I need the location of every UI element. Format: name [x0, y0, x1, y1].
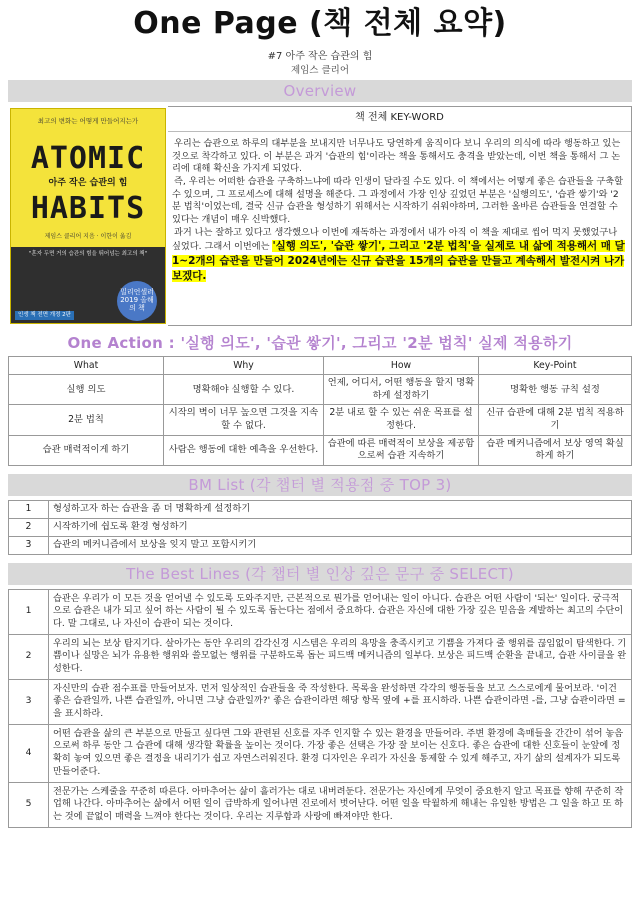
- overview-paragraph-3-text: 과거 나는 잘하고 있다고 생각했으나 이번에 재독하는 과정에서 내가 아직 이 책을 제대로 씹어 먹지 못했었구나 싶었다. 그래서 이번에는: [172, 226, 618, 253]
- table-cell: 언제, 어디서, 어떤 행동을 할지 명확하게 설정하기: [324, 375, 479, 405]
- overview-paragraph-3: [172, 227, 627, 284]
- table-cell: 시작의 벽이 너무 높으면 그것을 지속할 수 없다.: [164, 405, 324, 435]
- list-item: [9, 536, 632, 554]
- best-line-text: 자신만의 습관 점수표를 만들어보자. 먼저 일상적인 습관들을 죽 작성한다. 목록을 완성하면 각각의 행동들을 보고 스스로에게 물어보라. '이건 좋은 습관일까, 나쁜 습관일까, 아니면 그냥 습관일까?' 좋은 습관이라면 해당 항목 옆에 +를 표시하라. 나쁜 습관이라면 -를, 그냥 습관이라면 =을 표시하라.: [49, 679, 632, 724]
- cover-title-top: ATOMIC: [30, 141, 146, 177]
- table-cell: 2분 내로 할 수 있는 쉬운 목표를 설정한다.: [324, 405, 479, 435]
- list-item: [9, 518, 632, 536]
- table-cell: 습관 매력적이게 하기: [9, 435, 164, 465]
- table-cell: 신규 습관에 대해 2분 법칙 적용하기: [479, 405, 632, 435]
- table-cell: 명확해야 실행할 수 있다.: [164, 375, 324, 405]
- overview-paragraph-1: 우리는 습관으로 하루의 대부분을 보내지만 너무나도 당연하게 움직이다 보니 우리의 의식에 따라 행동하고 있는 것으로 착각하고 있다. 이 부분은 과거 '습관의 힘'이라는 책을 통해서도 충격을 받았는데, 이번 책을 통해서 그 논리에 대해 확신을 가지게 되었다.: [172, 137, 621, 175]
- best-line-number: 2: [9, 634, 49, 679]
- table-row: [9, 435, 632, 465]
- column-header: How: [324, 357, 479, 375]
- best-lines-table: [8, 589, 632, 828]
- list-item-number: 3: [9, 536, 49, 554]
- column-header: Key-Point: [479, 357, 632, 375]
- best-line-number: 3: [9, 679, 49, 724]
- list-item: [9, 589, 632, 634]
- table-row: [9, 405, 632, 435]
- best-line-text: 습관은 우리가 이 모든 것을 얻어낼 수 있도록 도와주지만, 근본적으로 뭔가를 얻어내는 일이 아니다. 습관은 어떤 사람이 '되는' 일이다. 궁극적으로 습관은 내가 되고 싶어 하는 사람이 될 수 있도록 돕는다는 점에서 중요하다. 습관은 자신에 대한 가장 깊은 믿음을 계발하는 최고의 수단이다. 말 그대로, 나 자신이 습관이 되는 것이다.: [49, 589, 632, 634]
- cover-title-korean: 아주 작은 습관의 힘: [48, 178, 128, 189]
- list-item-number: 2: [9, 518, 49, 536]
- best-line-number: 1: [9, 589, 49, 634]
- cover-badge: 밀리언셀러 2019 올해의 책: [117, 281, 157, 321]
- list-item: [9, 782, 632, 827]
- column-header: What: [9, 357, 164, 375]
- column-header: Why: [164, 357, 324, 375]
- one-action-table: [8, 356, 632, 465]
- overview-section-title: Overview: [8, 80, 632, 102]
- table-cell: 2분 법칙: [9, 405, 164, 435]
- best-lines-section-title: The Best Lines (각 챕터 별 인상 깊은 문구 중 SELECT): [8, 563, 632, 585]
- table-cell: 습관에 따른 매력적이 보상을 제공함으로써 습관 지속하기: [324, 435, 479, 465]
- list-item: [9, 500, 632, 518]
- list-item: [9, 634, 632, 679]
- book-cover: [8, 106, 168, 326]
- best-line-text: 어떤 습관을 삶의 큰 부분으로 만들고 싶다면 그와 관련된 신호를 자주 인지할 수 있는 환경을 만들어라. 주변 환경에 촉매들을 간간이 섞어 놓음으로써 하루 동안 그 습관에 대해 생각할 확률을 높이는 것이다. 가장 좋은 선택은 가장 잘 보이는 신호다. 좋은 습관에 대한 신호들이 눈앞에 정확히 놓여 있으면 좋은 결정을 내리기가 쉽고 자연스러워진다. 환경 디자인은 우리가 자신을 통제할 수 있게 해주고, 자기 삶의 설계자가 되도록 만들어준다.: [49, 724, 632, 782]
- table-cell: 실행 의도: [9, 375, 164, 405]
- one-action-header-row: [9, 357, 632, 375]
- page-title: One Page (책 전체 요약): [133, 6, 507, 41]
- book-author: 제임스 클리어: [290, 64, 350, 76]
- overview-paragraph-2: 즉, 우리는 어떠한 습관을 구축하느냐에 따라 인생이 달라질 수도 있다. 이 책에서는 어떻게 좋은 습관들을 구축할 수 있으며, 그 프로세스에 대해 설명을 해준다. 그 과정에서 가장 인상 깊었던 부분은 '실행의도', '습관 쌓기'와 '2분 법칙'이었는데, 결국 신규 습관을 형성하기 위해서는 시작하기 쉬워야하며, 그러한 올바른 습관들을 연결할 수 있다는 개념이 매우 신박했다.: [172, 175, 624, 225]
- bm-list-section-title: BM List (각 챕터 별 적용점 중 TOP 3): [8, 474, 632, 496]
- cover-tagline: 최고의 변화는 어떻게 만들어지는가: [37, 117, 139, 126]
- best-line-number: 5: [9, 782, 49, 827]
- keyword-title: 책 전체 KEY-WORD: [168, 107, 631, 132]
- cover-title-bottom: HABITS: [30, 191, 146, 227]
- overview-highlight: '실행 의도', '습관 쌓기', 그리고 '2분 법칙'을 실제로 내 삶에 적용해서 매 달 1~2개의 습관을 만들어 2024년에는 신규 습관을 15개의 습관을 만들고 계속해서 발전시켜 나가보겠다.: [172, 240, 625, 282]
- table-cell: 사람은 행동에 대한 예측을 우선한다.: [164, 435, 324, 465]
- book-cover-image: [10, 108, 166, 324]
- cover-author: 제임스 클리어 지음 · 이한이 옮김: [44, 233, 132, 241]
- list-item-number: 1: [9, 500, 49, 518]
- table-row: [9, 375, 632, 405]
- best-line-text: 전문가는 스케줄을 꾸준히 따른다. 아마추어는 삶이 흘러가는 대로 내버려둔다. 전문가는 자신에게 무엇이 중요한지 알고 목표를 향해 꾸준히 작업해 나간다. 아마추어는 삶에서 어떤 일이 급박하게 일어나면 진로에서 벗어난다. 어떤 일을 탁월하게 해내는 유일한 방법은 그 일을 하고 또 하는 것에 끝없이 매력을 느껴야 한다는 것이다. 우리는 지루함과 사랑에 빠져야만 한다.: [49, 782, 632, 827]
- list-item-text: 시작하기에 쉽도록 환경 형성하기: [49, 518, 632, 536]
- best-line-text: 우리의 뇌는 보상 탐지기다. 살아가는 동안 우리의 감각신경 시스템은 우리의 욕망을 충족시키고 기쁨을 가져다 줄 행위를 끊임없이 탐색한다. 기쁨이나 실망은 뇌가 유용한 행위와 쓸모없는 행위를 구분하도록 돕는 피드백 메커니즘의 일부다. 보상은 피드백 순환을 끝내고, 습관 사이클을 완성한다.: [49, 634, 632, 679]
- list-item-text: 습관의 메커니즘에서 보상을 잊지 말고 포함시키기: [49, 536, 632, 554]
- one-action-section-title: One Action : '실행 의도', '습관 쌓기', 그리고 '2분 법칙' 실제 적용하기: [67, 334, 573, 353]
- cover-bottom-label: 인생 책 전면 개정 2판: [15, 311, 74, 320]
- table-cell: 명확한 행동 규칙 설정: [479, 375, 632, 405]
- best-line-number: 4: [9, 724, 49, 782]
- overview-section: [8, 106, 632, 326]
- list-item-text: 형성하고자 하는 습관을 좀 더 명확하게 설정하기: [49, 500, 632, 518]
- bm-list-table: [8, 500, 632, 555]
- cover-blurb: "혼자 두면 거의 습관의 힘을 뛰어넘는 최고의 책": [28, 251, 148, 258]
- list-item: [9, 679, 632, 724]
- book-number: #7 아주 작은 습관의 힘: [267, 51, 373, 62]
- list-item: [9, 724, 632, 782]
- overview-text-box: [168, 106, 632, 326]
- table-cell: 습관 메커니즘에서 보상 영역 확실하게 하기: [479, 435, 632, 465]
